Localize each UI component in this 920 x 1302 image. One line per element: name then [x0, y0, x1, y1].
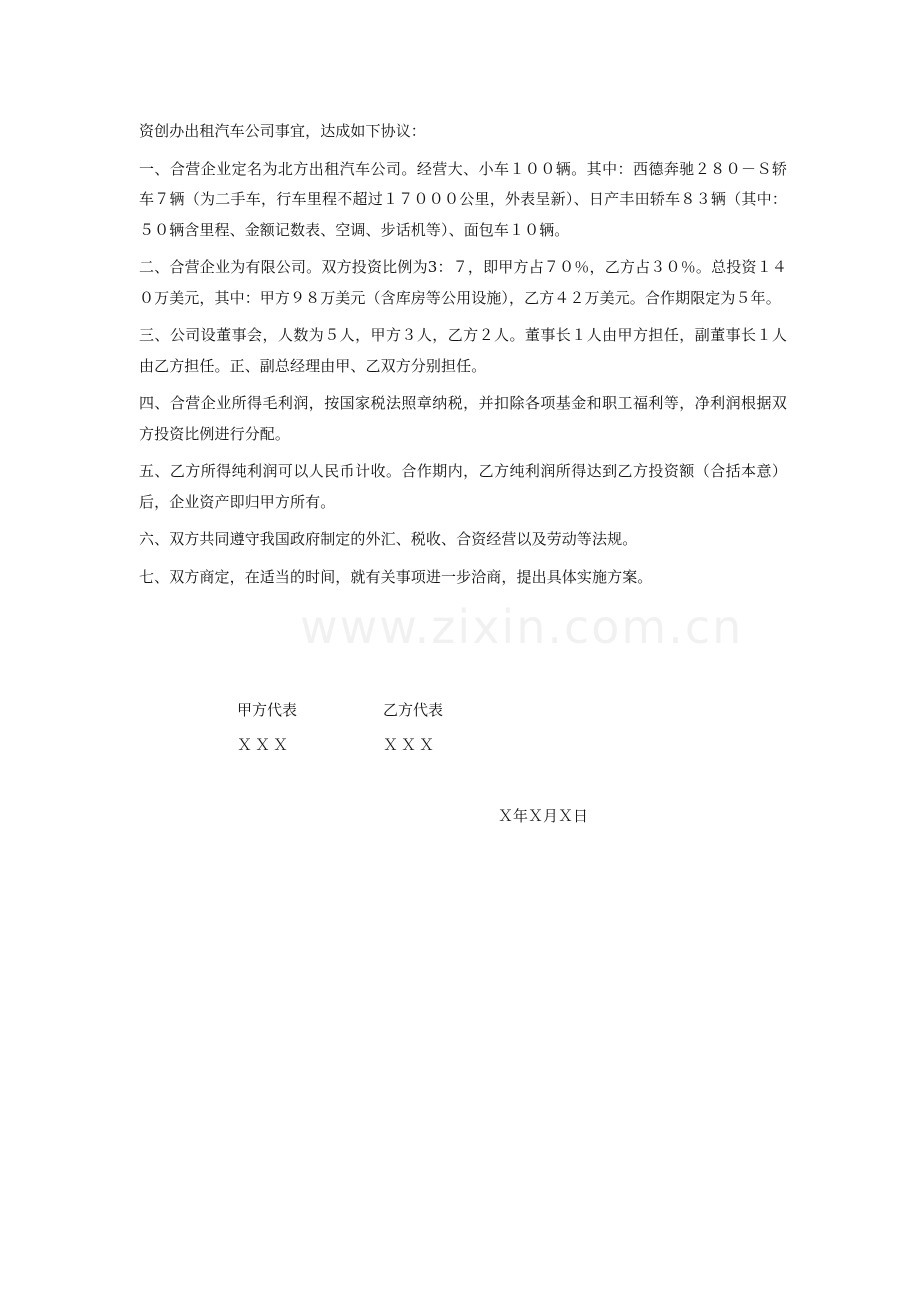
- clause-6: 六、双方共同遵守我国政府制定的外汇、税收、合资经营以及劳动等法规。: [139, 530, 638, 548]
- party-a-name: ＸＸＸ: [237, 736, 292, 754]
- clause-4: 四、合营企业所得毛利润，按国家税法照章纳税，并扣除各项基金和职工福利等，净利润根据双方投资比例进行分配。: [139, 394, 787, 443]
- party-a-label: 甲方代表: [237, 701, 298, 719]
- clause-7: 七、双方商定，在适当的时间，就有关事项进一步洽商，提出具体实施方案。: [139, 567, 653, 586]
- party-b-name: ＸＸＸ: [383, 736, 438, 754]
- signing-date: Ｘ年Ｘ月Ｘ日: [498, 807, 589, 825]
- intro-line: 资创办出租汽车公司事宜，达成如下协议：: [139, 122, 426, 140]
- clause-3: 三、公司设董事会，人数为５人，甲方３人，乙方２人。董事长１人由甲方担任，副董事长１人由乙方担任。正、副总经理由甲、乙双方分别担任。: [139, 326, 787, 375]
- clause-2: 二、合营企业为有限公司。双方投资比例为3：７，即甲方占７０％，乙方占３０％。总投资１４０万美元，其中：甲方９８万美元（含库房等公用设施），乙方４２万美元。合作期限定为５年。: [139, 258, 787, 307]
- watermark: www.zixin.com.cn: [300, 600, 744, 654]
- clause-5: 五、乙方所得纯利润可以人民币计收。合作期内，乙方纯利润所得达到乙方投资额（合括本意）后，企业资产即归甲方所有。: [139, 462, 787, 511]
- party-b-label: 乙方代表: [383, 701, 444, 719]
- clause-1: 一、合营企业定名为北方出租汽车公司。经营大、小车１００辆。其中：西德奔驰２８０－Ｓ轿车７辆（为二手车，行车里程不超过１７０００公里，外表呈新）、日产丰田轿车８３辆（其中：５０辆含里程、金额记数表、空调、步话机等）、面包车１０辆。: [139, 159, 787, 239]
- agreement-body: [139, 116, 787, 599]
